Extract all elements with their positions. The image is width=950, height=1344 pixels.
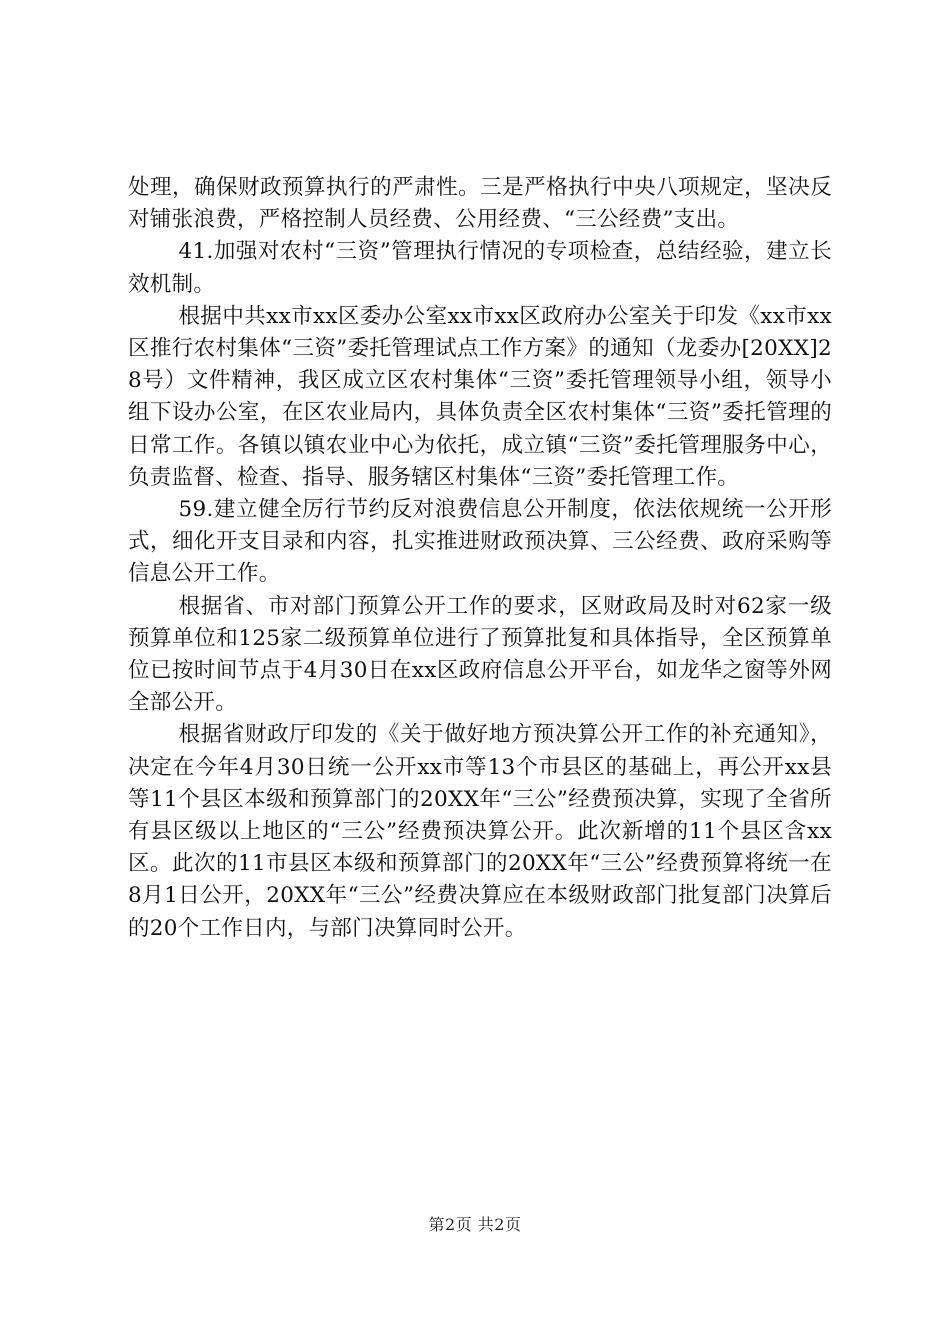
document-body <box>128 172 832 945</box>
paragraph-6: 根据省财政厅印发的《关于做好地方预决算公开工作的补充通知》，决定在今年4月30日统一公开xx市等13个市县区的基础上，再公开xx县等11个县区本级和预算部门的20XX年“三公”经费预决算，实现了全省所有县区级以上地区的“三公”经费预决算公开。此次新增的11个县区含xx区。此次的11市县区本级和预算部门的20XX年“三公”经费预算将统一在8月1日公开，20XX年“三公”经费决算应在本级财政部门批复部门决算后的20个工作日内，与部门决算同时公开。 <box>128 722 832 941</box>
paragraph-2: 41.加强对农村“三资”管理执行情况的专项检查，总结经验，建立长效机制。 <box>128 239 832 297</box>
page-number-label: 第2页 共2页 <box>428 1215 522 1234</box>
paragraph-4: 59.建立健全厉行节约反对浪费信息公开制度，依法依规统一公开形式，细化开支目录和内容，扎实推进财政预决算、三公经费、政府采购等信息公开工作。 <box>128 497 832 587</box>
page-footer <box>0 1214 950 1236</box>
paragraph-3: 根据中共xx市xx区委办公室xx市xx区政府办公室关于印发《xx市xx区推行农村集体“三资”委托管理试点工作方案》的通知（龙委办[20XX]28号）文件精神，我区成立区农村集体“三资”委托管理领导小组，领导小组下设办公室，在区农业局内，具体负责全区农村集体“三资”委托管理的日常工作。各镇以镇农业中心为依托，成立镇“三资”委托管理服务中心，负责监督、检查、指导、服务辖区村集体“三资”委托管理工作。 <box>128 303 832 490</box>
paragraph-1: 处理，确保财政预算执行的严肃性。三是严格执行中央八项规定，坚决反对铺张浪费，严格控制人员经费、公用经费、“三公经费”支出。 <box>128 175 832 233</box>
paragraph-5: 根据省、市对部门预算公开工作的要求，区财政局及时对62家一级预算单位和125家二级预算单位进行了预算批复和具体指导，全区预算单位已按时间节点于4月30日在xx区政府信息公开平台，如龙华之窗等外网全部公开。 <box>128 593 832 716</box>
